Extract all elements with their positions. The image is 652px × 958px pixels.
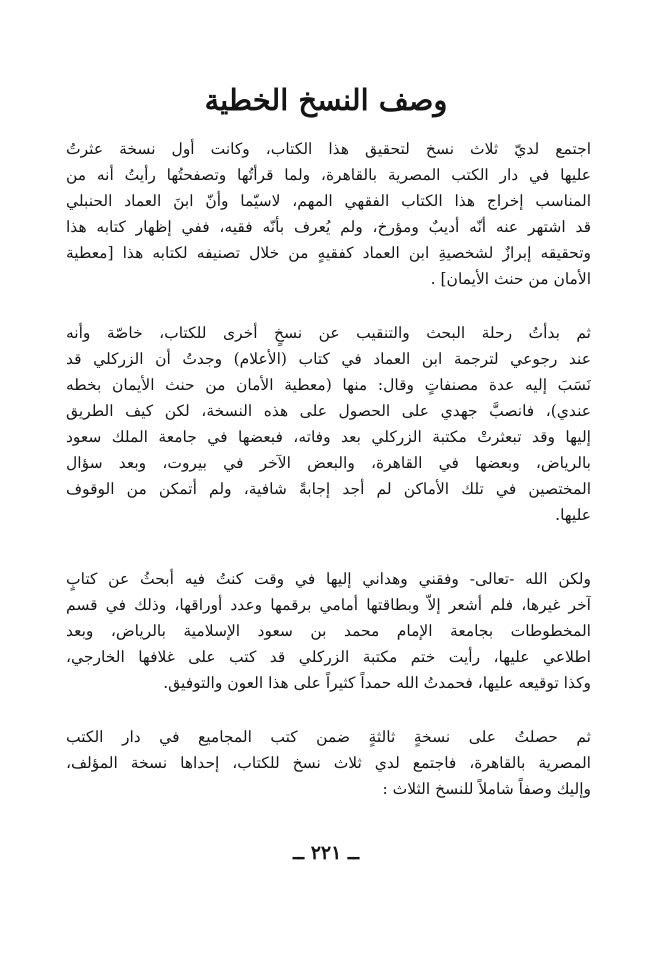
section-title: وصف النسخ الخطية: [204, 83, 448, 117]
text-line: المصرية بالقاهرة، فاجتمع لدي ثلاث نسخ للكتاب، إحداها نسخة المؤلف،: [66, 754, 591, 772]
text-line: عليها في دار الكتب المصرية بالقاهرة، ولما قرأتُها وتصفحتُها رأيتُ أنه من: [66, 166, 591, 184]
text-line: آخر غيرها، فلم أشعر إلاّ وبطاقتها أمامي برقمها وعدد أوراقها، وذلك في قسم: [66, 596, 591, 614]
text-line: وكذا توقيعه عليها، فحمدتُ الله حمداً كثيراً على هذا العون والتوفيق.: [163, 674, 591, 692]
text-line: عند رجوعي لترجمة ابن العماد في كتاب (الأعلام) وجدتُ أن الزركلي قد: [66, 350, 591, 368]
text-line: وإليك وصفاً شاملاً للنسخ الثلاث :: [382, 780, 591, 798]
text-line: اجتمع لديّ ثلاث نسخ لتحقيق هذا الكتاب، وكانت أول نسخة عثرتُ: [66, 140, 591, 158]
paragraph-3: [66, 566, 591, 696]
text-line: المخطوطات بجامعة الإمام محمد بن سعود الإسلامية بالرياض، وبعد: [66, 622, 591, 640]
text-line: عليها.: [555, 506, 591, 524]
text-line: المناسب إخراج هذا الكتاب الفقهي المهم، لاسيّما وأنّ ابنَ العماد الحنبلي: [66, 192, 591, 210]
page-number: ــ ٢٢١ ــ: [292, 842, 360, 864]
text-line: ولكن الله -تعالى- وفقني وهداني إليها في وقت كنتُ فيه أبحثُ عن كتابٍ: [66, 570, 591, 588]
text-line: المختصين في تلك الأماكن لم أجد إجابةً شافية، ولم أتمكن من الوقوف: [66, 480, 591, 498]
text-line: قد اشتهر عنه أنّه أديبٌ ومؤرخ، ولم يُعرف بأنّه فقيه، ففي إظهار كتابه هذا: [66, 218, 591, 236]
text-line: بالرياض، وبعضها في القاهرة، والبعض الآخر في بيروت، وبعد سؤال: [66, 454, 591, 472]
text-line: اطلاعي عليها، رأيت ختم مكتبة الزركلي قد كتب على غلافها الخارجي،: [66, 648, 591, 666]
text-line: وتحقيقه إبرازٌ لشخصيةِ ابن العماد كفقيهٍ من خلال تصنيفه لكتابه هذا [معطية: [66, 244, 591, 262]
text-line: نَسَبَ إليه عدة مصنفاتٍ وقال: منها (معطية الأمان من حنث الأيمان بخطه: [66, 376, 591, 394]
text-line: عندي)، فانصبَّ جهدي على الحصول على هذه النسخة، لكن كيف الطريق: [66, 402, 591, 420]
text-line: الأمان من حنث الأيمان] .: [430, 270, 591, 288]
paragraph-2: [66, 320, 591, 528]
paragraph-4: [66, 724, 591, 802]
paragraph-1: [66, 136, 591, 292]
text-line: ثم بدأتُ رحلة البحث والتنقيب عن نسخٍ أخرى للكتاب، خاصّة وأنه: [66, 324, 591, 342]
text-line: إليها وقد تبعثرتْ مكتبة الزركلي بعد وفاته، فبعضها في جامعة الملك سعود: [66, 428, 591, 446]
text-line: ثم حصلتُ على نسخةٍ ثالثةٍ ضمن كتب المجاميع في دار الكتب: [66, 728, 591, 746]
